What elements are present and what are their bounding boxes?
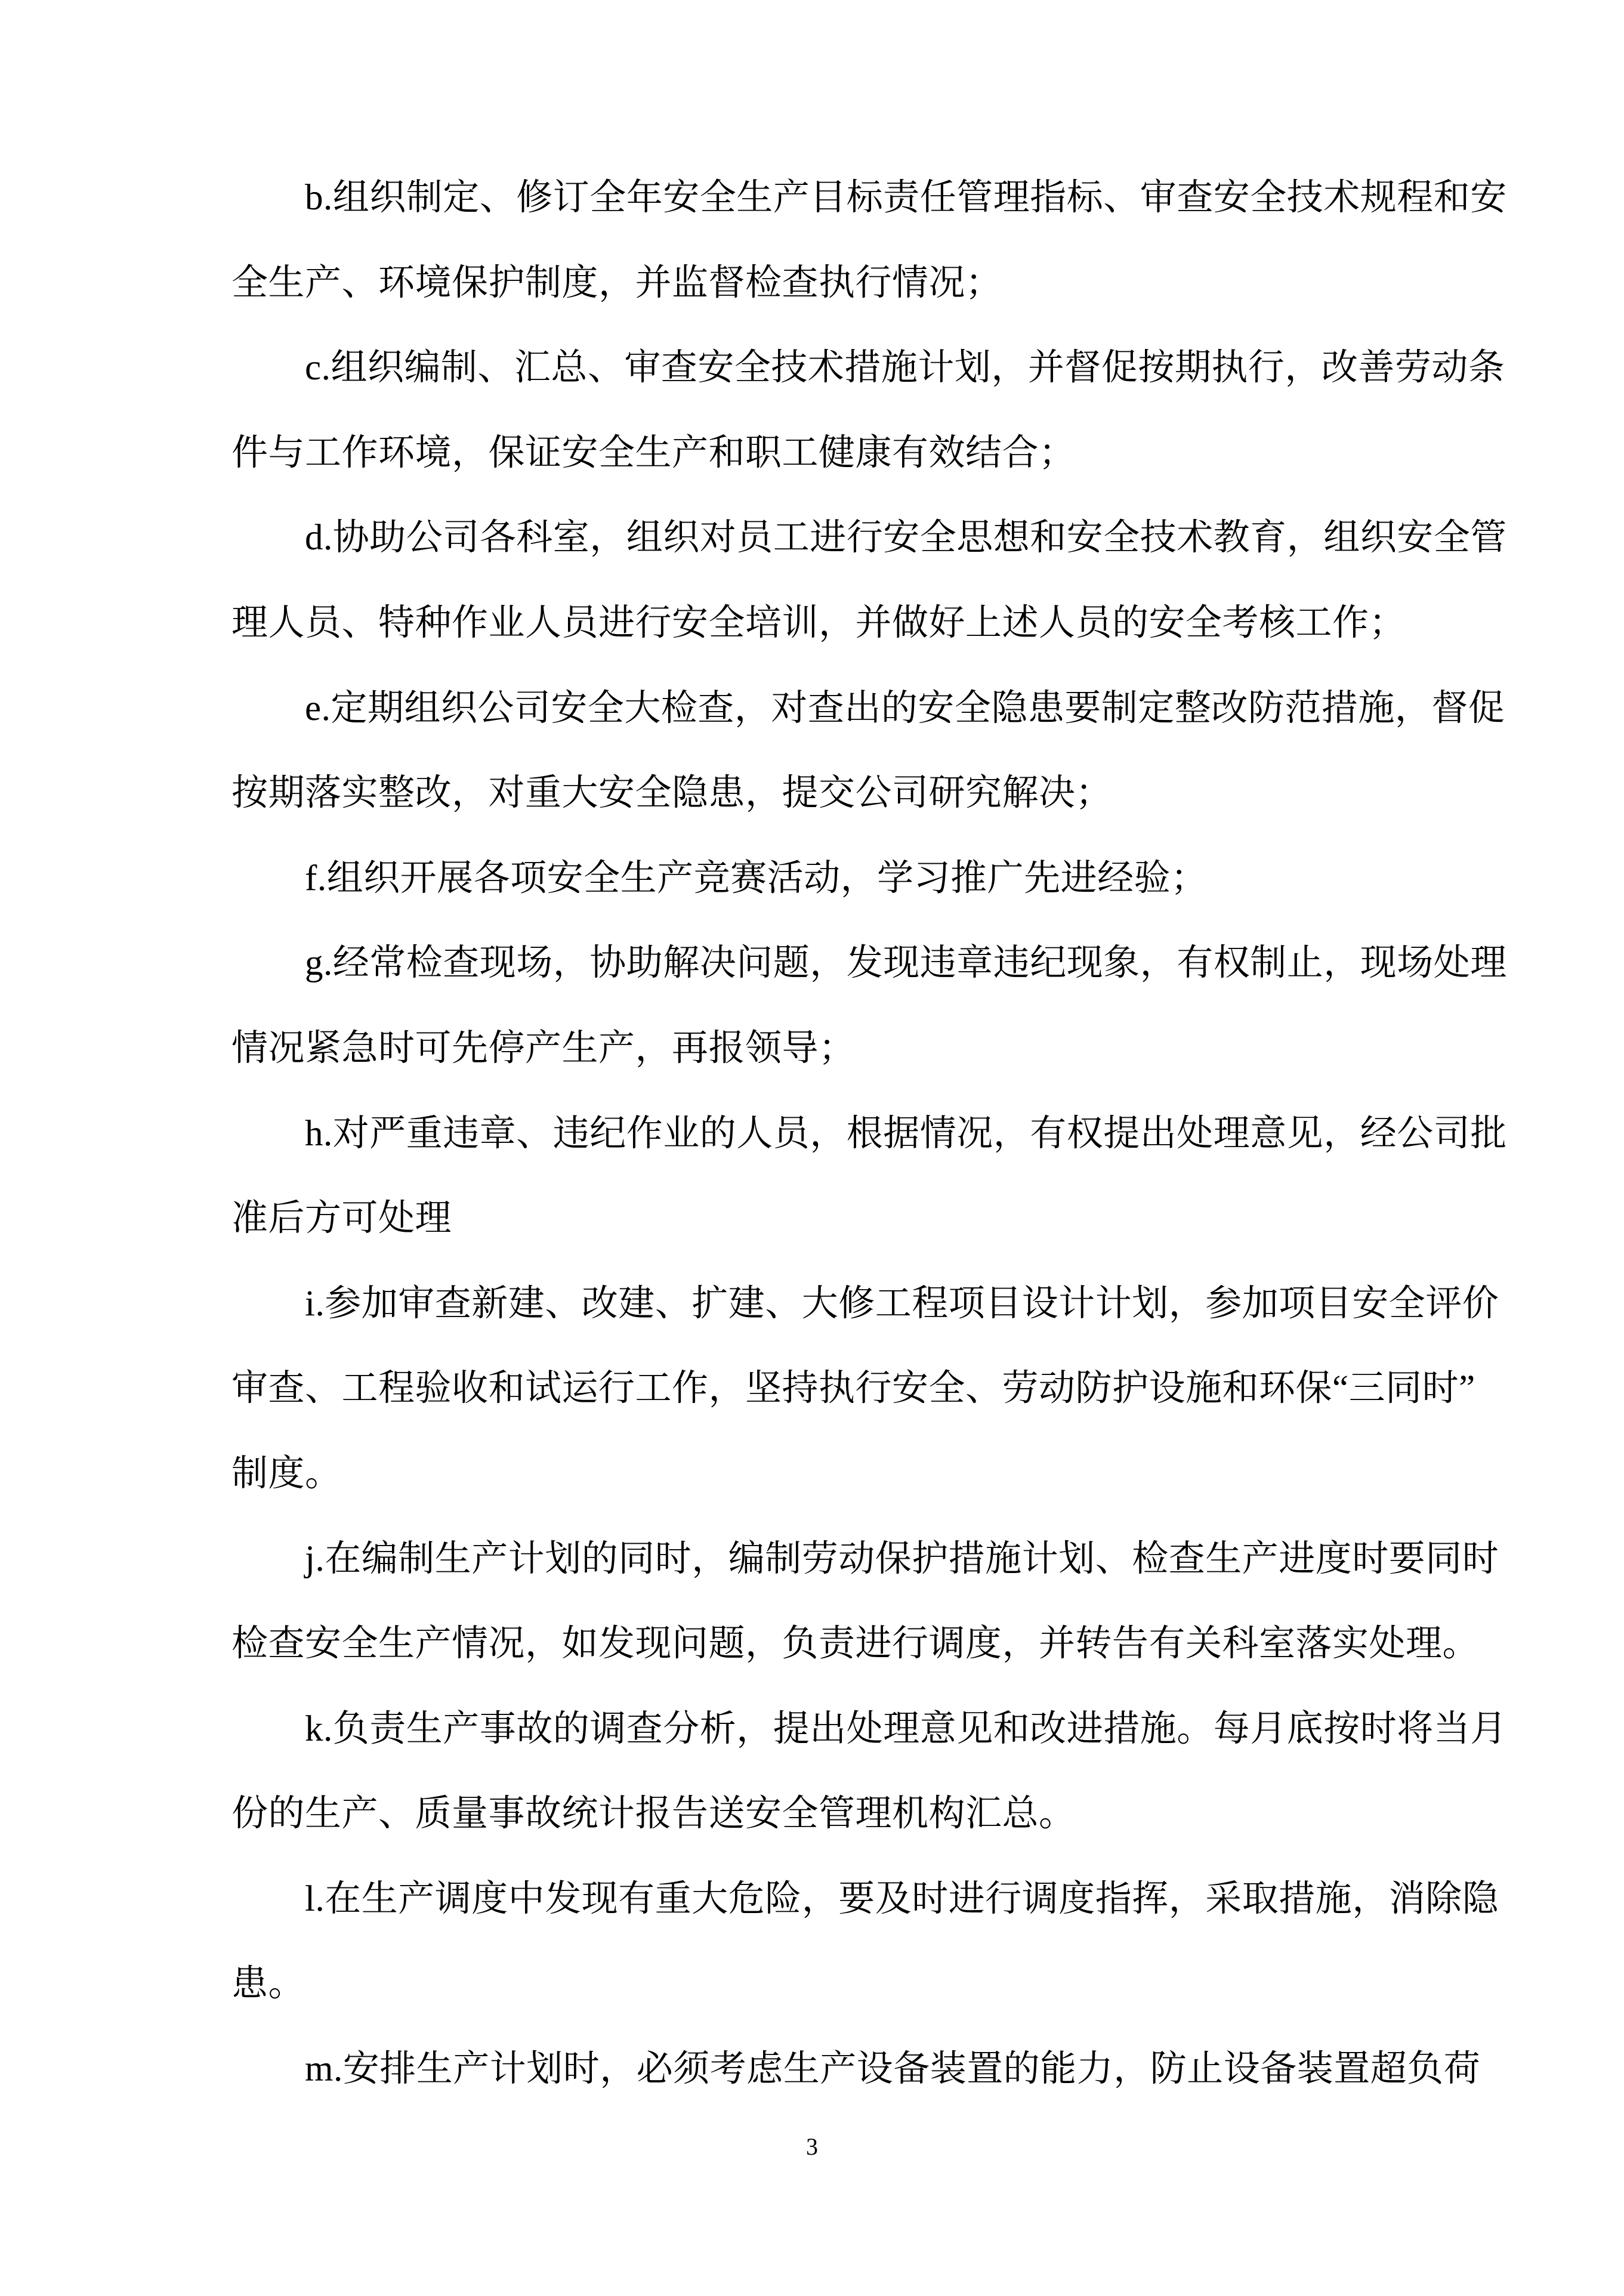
paragraph-line: 件与工作环境，保证安全生产和职工健康有效结合； xyxy=(231,432,1076,473)
paragraph-line: 理人员、特种作业人员进行安全培训，并做好上述人员的安全考核工作； xyxy=(231,602,1406,643)
paragraph-line: k.负责生产事故的调查分析，提出处理意见和改进措施。每月底按时将当月 xyxy=(305,1708,1507,1749)
paragraph-b xyxy=(158,156,1507,326)
paragraph-line: 情况紧急时可先停产生产，再报领导； xyxy=(231,1028,856,1068)
paragraph-line: c.组织编制、汇总、审查安全技术措施计划，并督促按期执行，改善劳动条 xyxy=(305,348,1505,388)
paragraph-line: g.经常检查现场，协助解决问题，发现违章违纪现象，有权制止，现场处理 xyxy=(305,943,1507,984)
paragraph-l xyxy=(158,1857,1499,2027)
paragraph-i xyxy=(158,1262,1499,1517)
page-number: 3 xyxy=(806,2133,818,2160)
paragraph-line: i.参加审查新建、改建、扩建、大修工程项目设计计划，参加项目安全评价 xyxy=(305,1283,1499,1324)
paragraph-line: f.组织开展各项安全生产竞赛活动，学习推广先进经验； xyxy=(305,858,1208,898)
paragraph-line: 检查安全生产情况，如发现问题，负责进行调度，并转告有关科室落实处理。 xyxy=(231,1624,1480,1664)
paragraph-k xyxy=(158,1687,1507,1857)
paragraph-line: e.定期组织公司安全大检查，对查出的安全隐患要制定整改防范措施，督促 xyxy=(305,688,1505,728)
paragraph-e xyxy=(158,666,1505,836)
paragraph-d xyxy=(158,496,1507,666)
paragraph-f xyxy=(158,836,1471,922)
paragraph-line: 全生产、环境保护制度，并监督检查执行情况； xyxy=(231,262,1002,303)
paragraph-line: 制度。 xyxy=(231,1453,342,1494)
paragraph-line: 份的生产、质量事故统计报告送安全管理机构汇总。 xyxy=(231,1794,1076,1834)
paragraph-line: d.协助公司各科室，组织对员工进行安全思想和安全技术教育，组织安全管 xyxy=(305,518,1507,558)
paragraph-line: b.组织制定、修订全年安全生产目标责任管理指标、审查安全技术规程和安 xyxy=(305,178,1507,218)
paragraph-m xyxy=(158,2027,1481,2112)
paragraph-line: 按期落实整改，对重大安全隐患，提交公司研究解决； xyxy=(231,773,1113,814)
paragraph-h xyxy=(158,1092,1507,1262)
paragraph-line: h.对严重违章、违纪作业的人员，根据情况，有权提出处理意见，经公司批 xyxy=(305,1113,1507,1154)
paragraph-line: m.安排生产计划时，必须考虑生产设备装置的能力，防止设备装置超负荷 xyxy=(305,2049,1481,2090)
paragraph-j xyxy=(158,1517,1499,1687)
paragraph-line: 患。 xyxy=(231,1964,305,2004)
paragraph-c xyxy=(158,326,1505,496)
paragraph-line: l.在生产调度中发现有重大危险，要及时进行调度指挥，采取措施，消除隐 xyxy=(305,1878,1499,1919)
paragraph-line: 审查、工程验收和试运行工作，坚持执行安全、劳动防护设施和环保“三同时” xyxy=(231,1368,1475,1409)
paragraph-line: 准后方可处理 xyxy=(231,1198,452,1239)
document-body xyxy=(158,156,1507,2112)
paragraph-g xyxy=(158,921,1507,1091)
paragraph-line: j.在编制生产计划的同时，编制劳动保护措施计划、检查生产进度时要同时 xyxy=(305,1538,1499,1579)
